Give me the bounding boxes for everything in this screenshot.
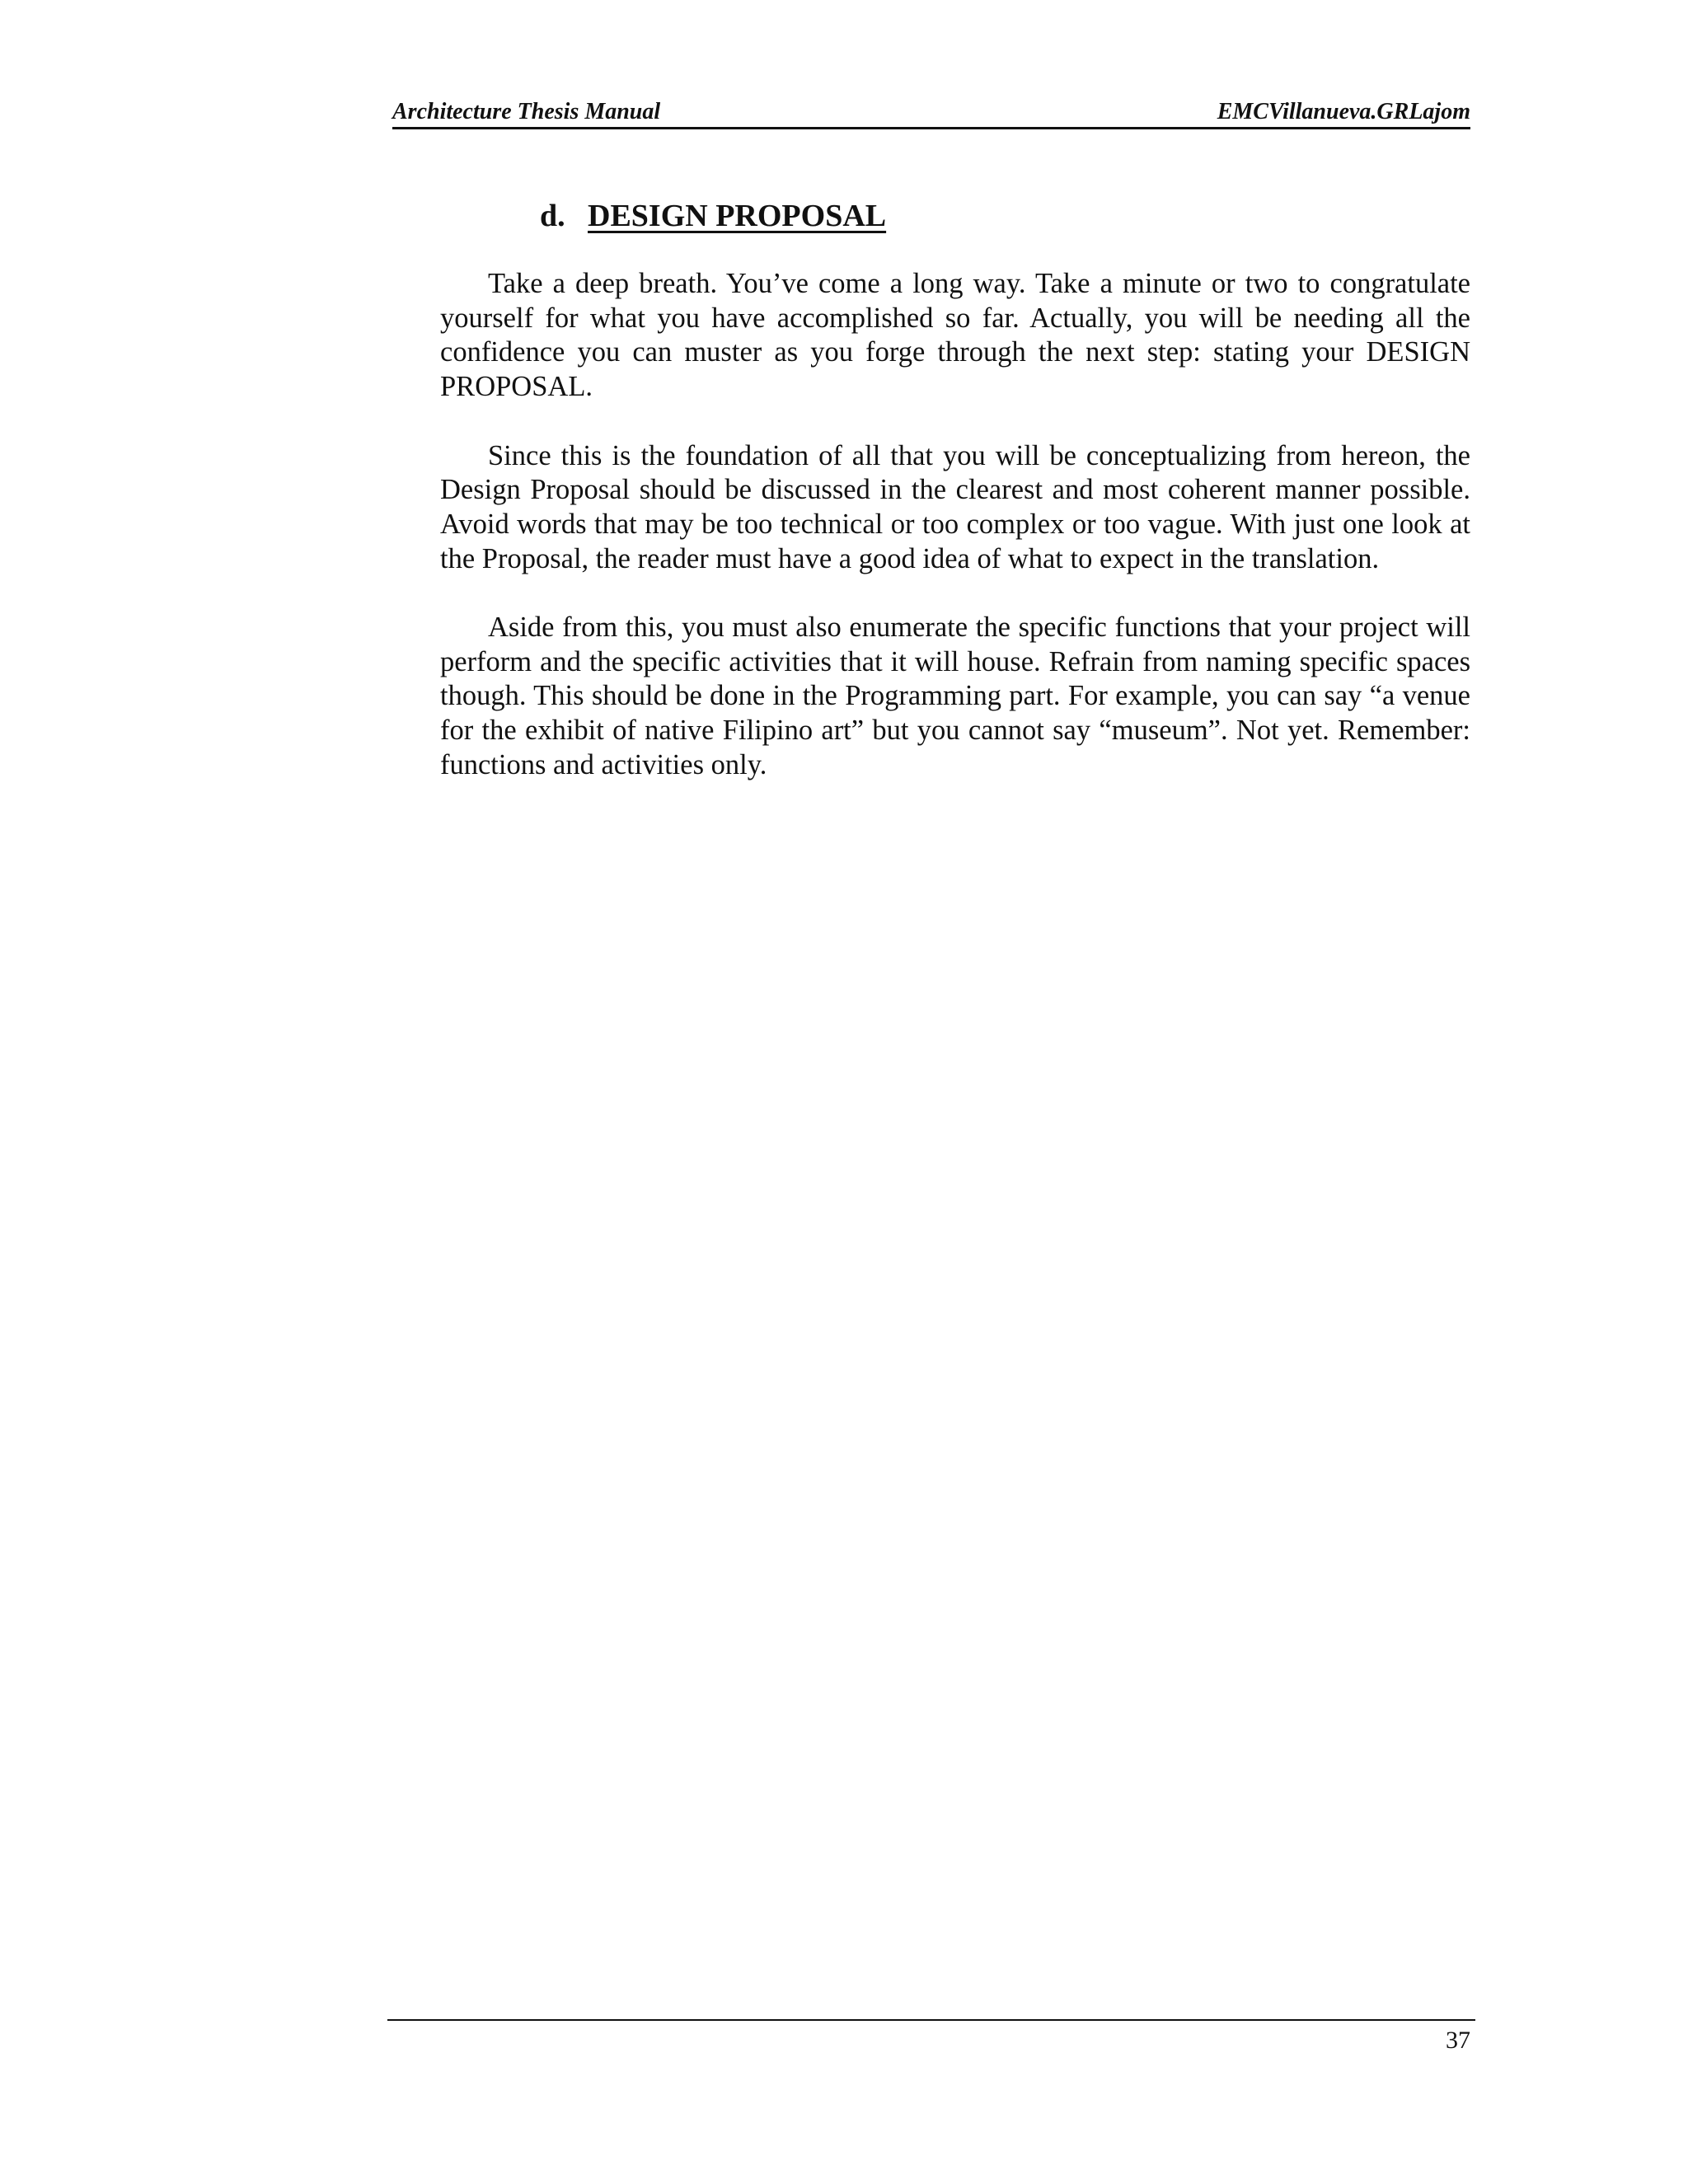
section-letter: d. [540, 199, 565, 233]
section-title: DESIGN PROPOSAL [588, 199, 887, 233]
header-authors: EMCVillanueva.GRLajom [1217, 99, 1470, 124]
footer-rule [387, 2019, 1475, 2021]
page-number: 37 [1446, 2027, 1470, 2054]
paragraph: Take a deep breath. You’ve come a long way. Take a minute or two to congratulate yourself for what you have accomplished so far. Actually, you will be needing all the confidence you can muster as you forge through the next step: stating your DESIGN PROPOSAL. [440, 268, 1470, 403]
header-manual-title: Architecture Thesis Manual [392, 99, 661, 124]
running-header [392, 97, 1470, 129]
body-text [440, 267, 1470, 817]
paragraph: Since this is the foundation of all that you will be conceptualizing from hereon, the Design Proposal should be discussed in the clearest and most coherent manner possible. Avoid words that may be too technical or too complex or too vague. With just one look at the Proposal, the reader must have a good idea of what to expect in the translation. [440, 439, 1470, 574]
section-heading [540, 196, 886, 236]
paragraph: Aside from this, you must also enumerate the specific functions that your project will perform and the specific activities that it will house. Refrain from naming specific spaces though. This should be done in the Programming part. For example, you can say “a venue for the exhibit of native Filipino art” but you cannot say “museum”. Not yet. Remember: functions and activities only. [440, 612, 1470, 780]
